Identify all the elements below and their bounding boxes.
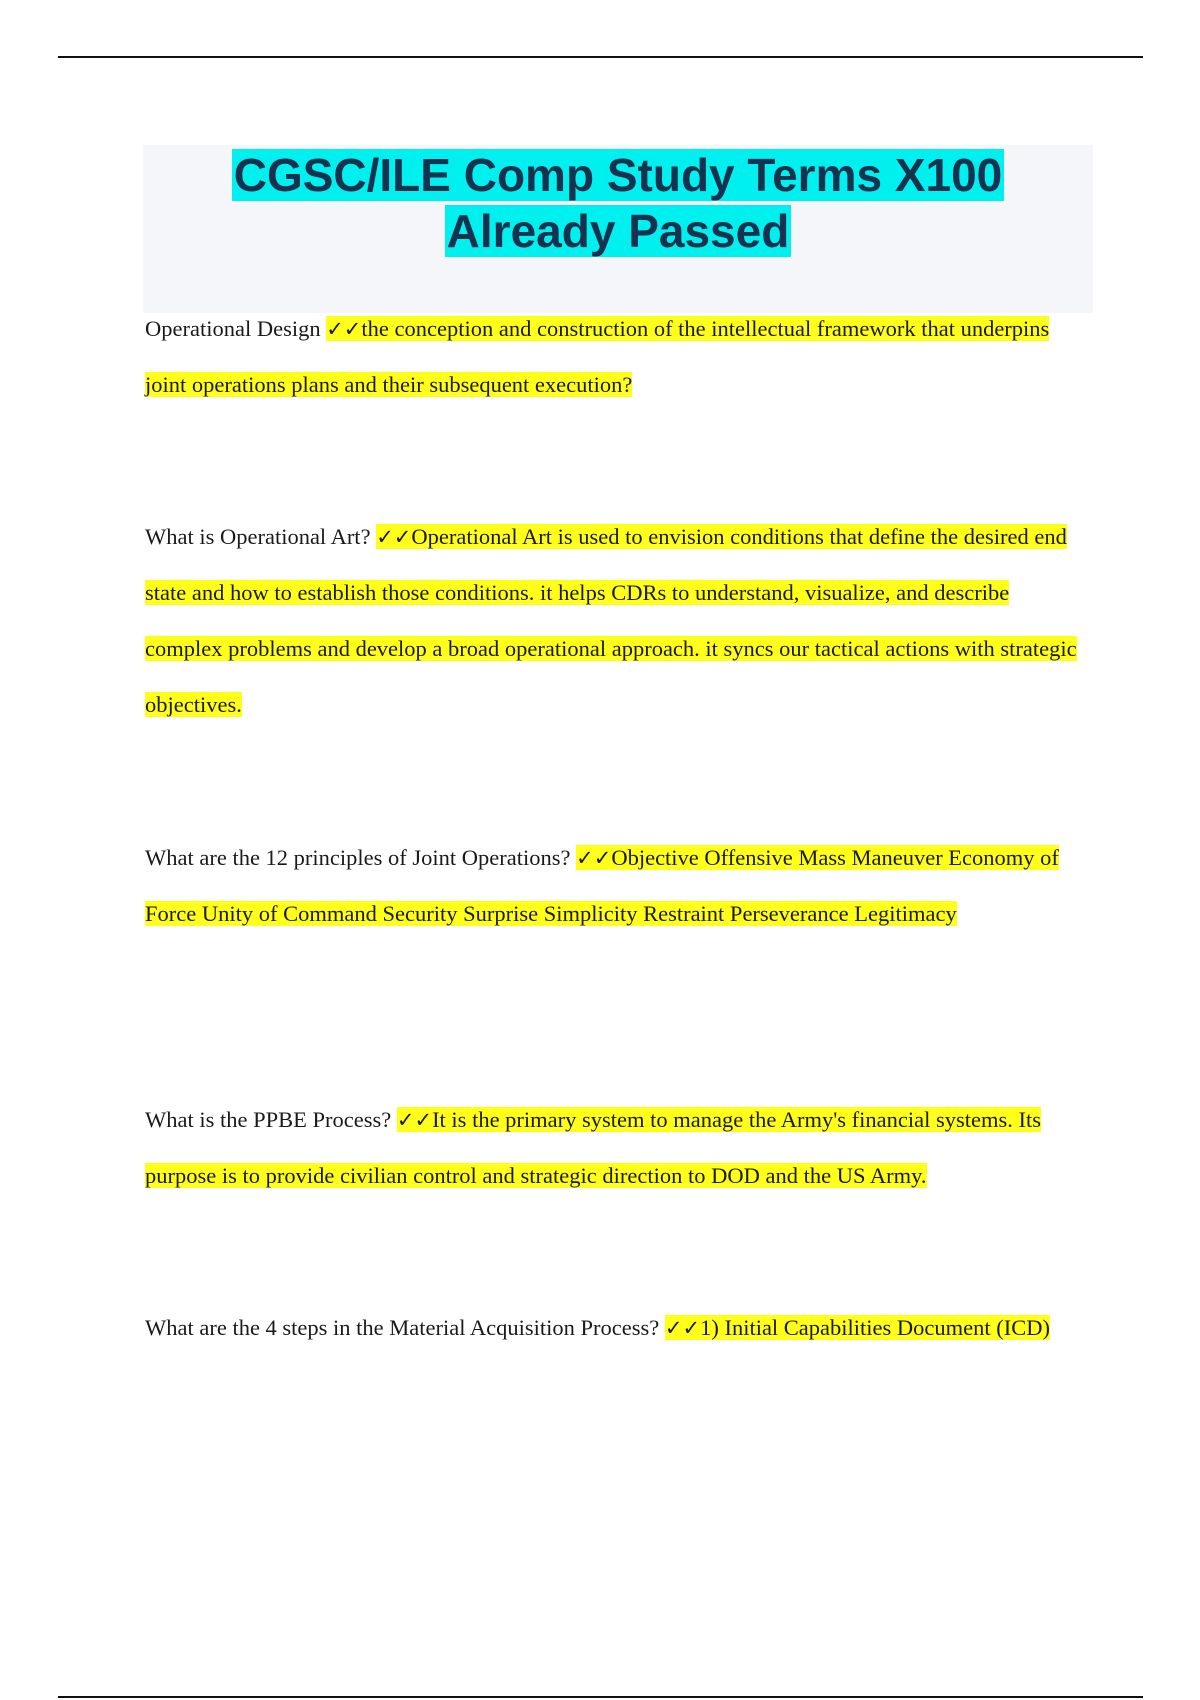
entry-answer [665, 1315, 1050, 1340]
study-entry [145, 830, 1090, 942]
title-banner [143, 145, 1093, 313]
study-entry [145, 301, 1090, 413]
double-check-icon: ✓✓ [376, 525, 412, 549]
title-line-1: CGSC/ILE Comp Study Terms X100 [233, 149, 1003, 201]
entry-question: Operational Design [145, 316, 321, 341]
entry-answer-text: Operational Art is used to envision conditions that define the desired end state and how to establish those conditions. it helps CDRs to understand, visualize, and describe complex problems and develop a broad operational approach. it syncs our tactical actions with strategic objectives. [145, 524, 1077, 717]
double-check-icon: ✓✓ [326, 317, 362, 341]
entry-question: What is the PPBE Process? [145, 1107, 392, 1132]
entry-question: What are the 4 steps in the Material Acquisition Process? [145, 1315, 660, 1340]
footer-rule [58, 1696, 1143, 1698]
study-entry [145, 509, 1090, 733]
entry-question: What are the 12 principles of Joint Operations? [145, 845, 571, 870]
document-title [143, 145, 1093, 259]
entry-answer-text: 1) Initial Capabilities Document (ICD) [700, 1315, 1050, 1340]
double-check-icon: ✓✓ [576, 846, 612, 870]
entry-question: What is Operational Art? [145, 524, 371, 549]
header-rule [58, 56, 1143, 58]
entry-answer-text: It is the primary system to manage the Army's financial systems. Its purpose is to provide civilian control and strategic direction to DOD and the US Army. [145, 1107, 1042, 1188]
entry-answer-text: the conception and construction of the intellectual framework that underpins joint operations plans and their subsequent execution? [145, 316, 1050, 397]
entry-answer-text: Objective Offensive Mass Maneuver Economy of Force Unity of Command Security Surprise Simplicity Restraint Perseverance Legitimacy [145, 845, 1059, 926]
study-entry [145, 1092, 1090, 1204]
entry-answer [145, 524, 1077, 717]
study-entry [145, 1300, 1065, 1356]
double-check-icon: ✓✓ [664, 1316, 701, 1340]
double-check-icon: ✓✓ [396, 1108, 433, 1132]
title-line-2: Already Passed [446, 205, 790, 257]
